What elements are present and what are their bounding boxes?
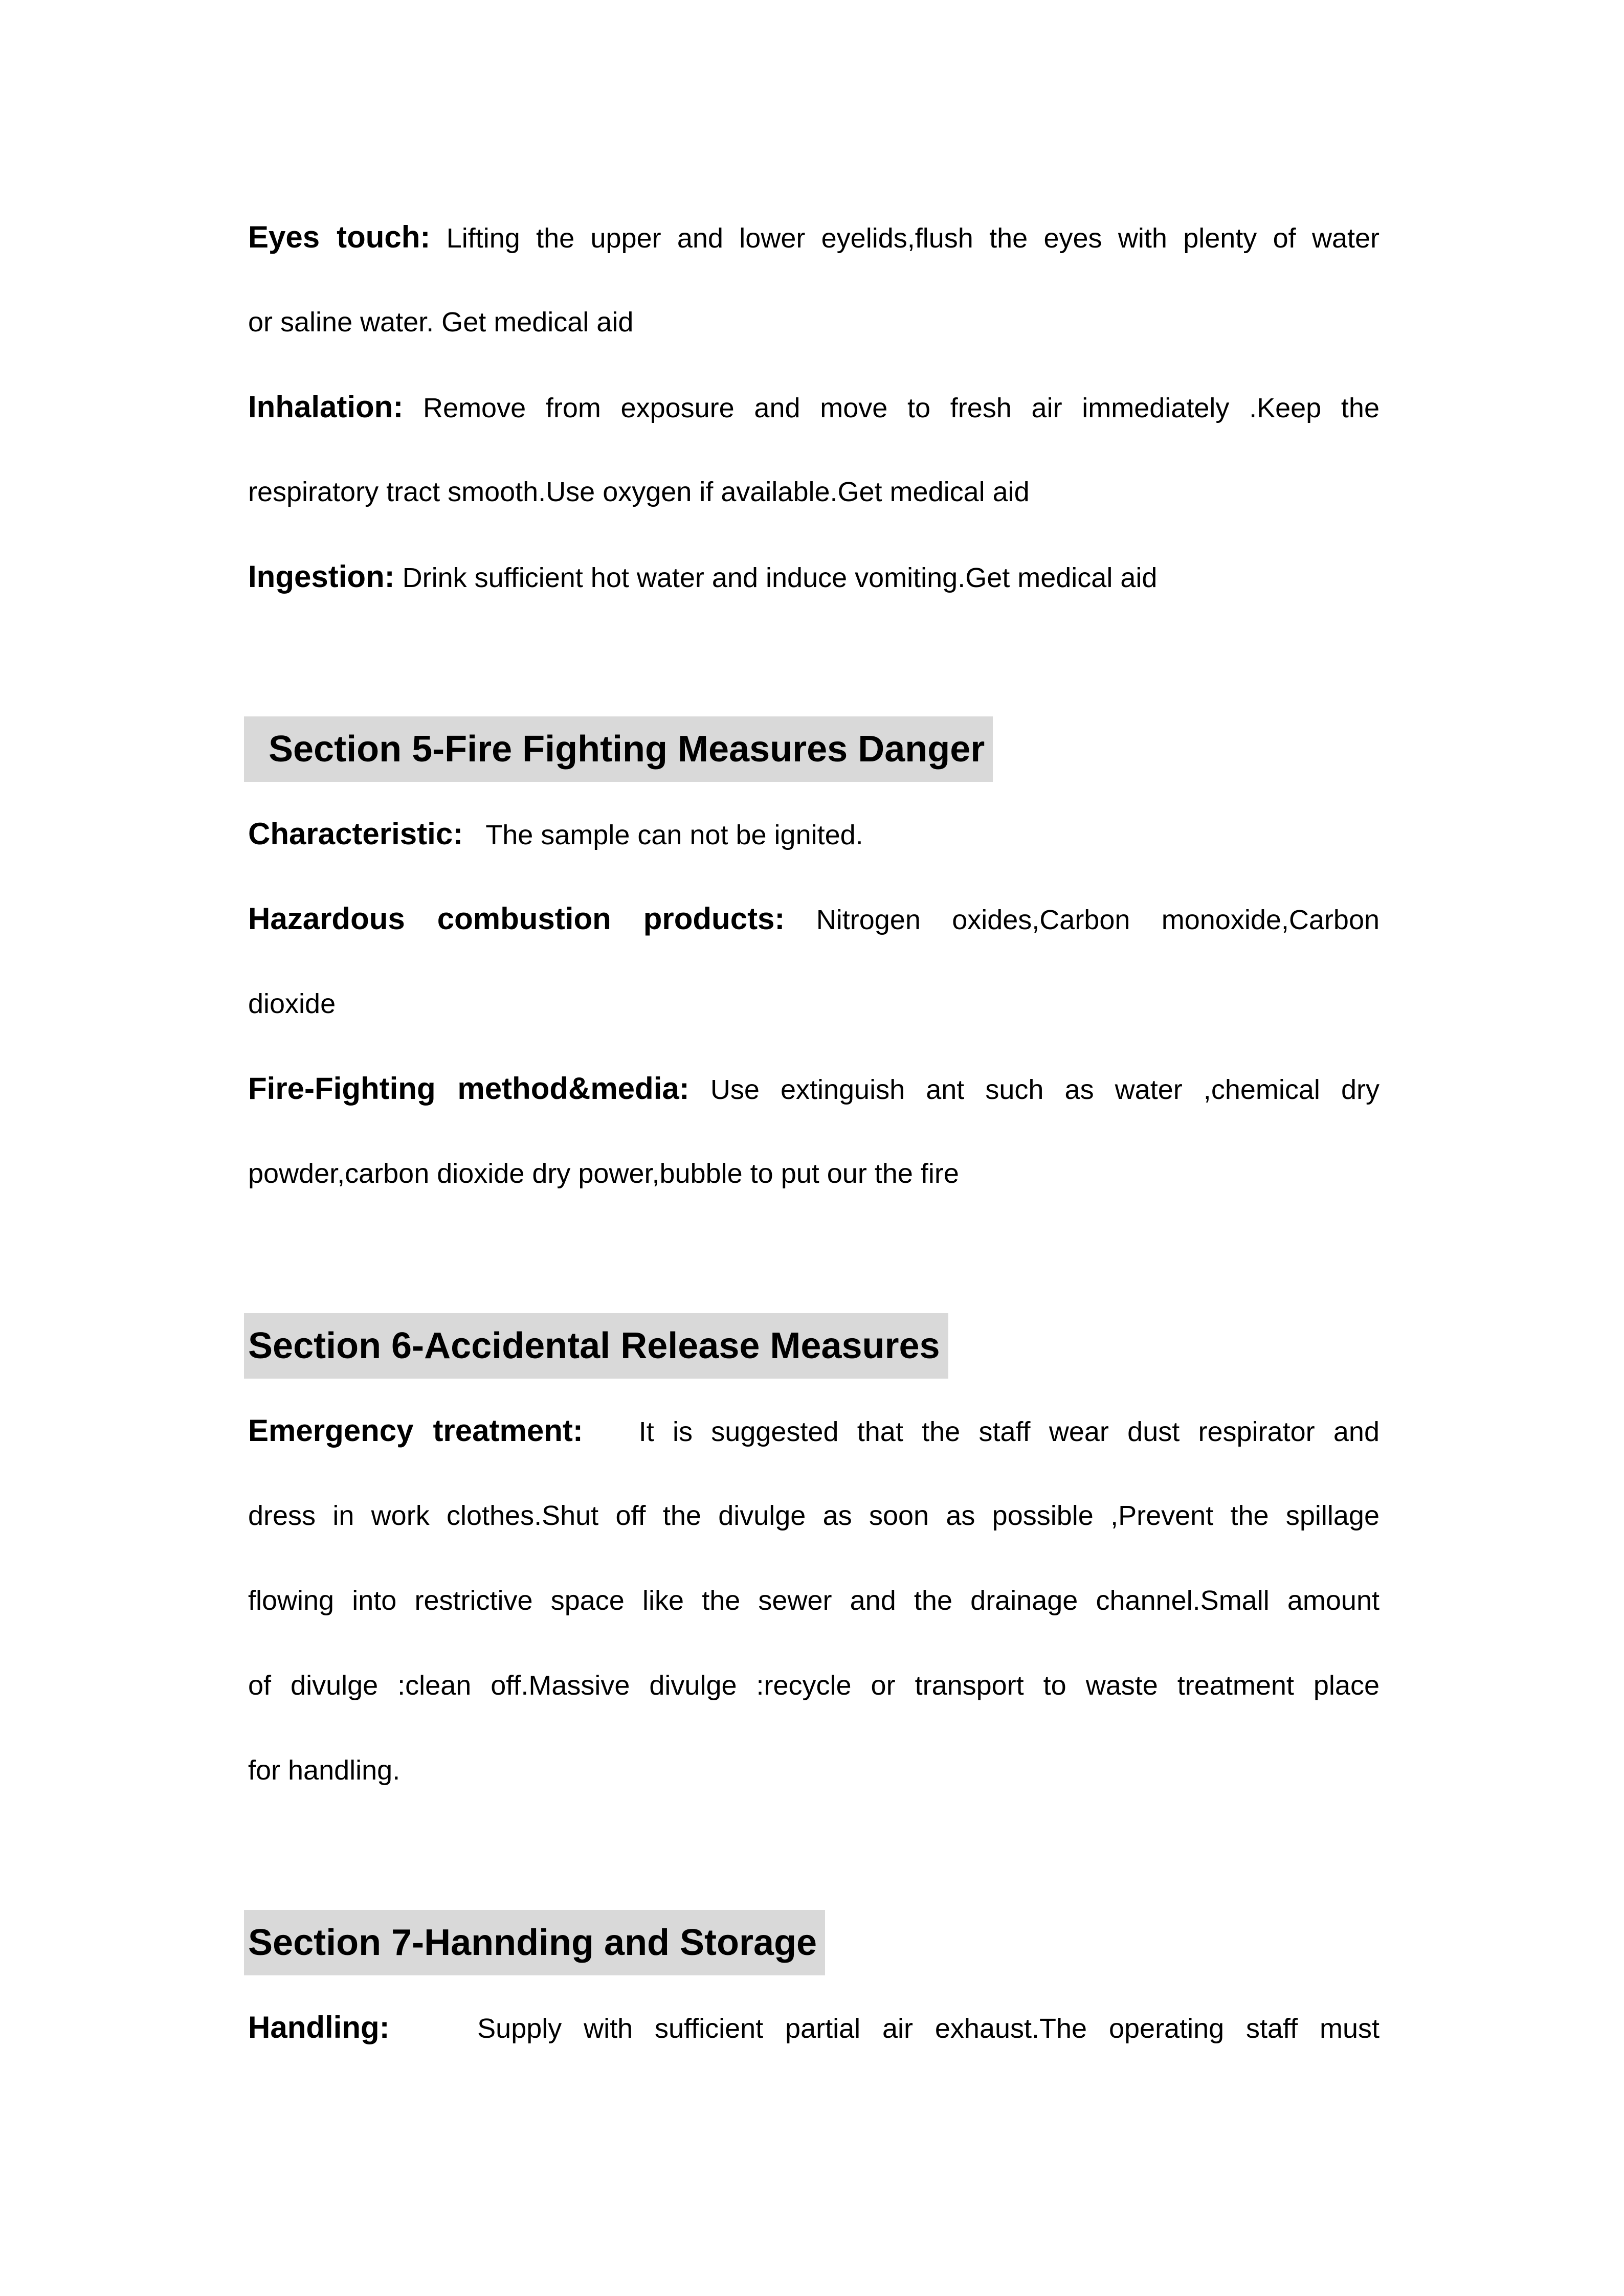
text-line	[248, 365, 1380, 449]
line-text: powder,carbon dioxide dry power,bubble to put our the fire	[248, 1158, 959, 1189]
lead-in-label: Characteristic:	[248, 817, 463, 851]
text-line	[248, 280, 1380, 365]
section-heading: Section 7-Hannding and Storage	[244, 1910, 825, 1975]
line-text: or saline water. Get medical aid	[248, 307, 634, 337]
text-line	[248, 1643, 1380, 1728]
paragraph	[248, 792, 1380, 876]
line-text: respiratory tract smooth.Use oxygen if available.Get medical aid	[248, 477, 1030, 507]
text-line	[248, 449, 1380, 534]
text-line	[248, 1131, 1380, 1216]
line-text: for handling.	[248, 1755, 401, 1786]
section-heading: Section 6-Accidental Release Measures	[244, 1313, 948, 1379]
section-heading-row	[248, 716, 1380, 782]
paragraph	[248, 1985, 1380, 2070]
lead-in-label: Emergency treatment:	[248, 1413, 583, 1448]
line-text: Remove from exposure and move to fresh air immediately .Keep the	[403, 393, 1380, 423]
section-heading-row	[248, 1313, 1380, 1379]
document-content	[248, 195, 1380, 2070]
line-text: flowing into restrictive space like the sewer and the drainage channel.Small amount	[248, 1585, 1380, 1616]
line-text: of divulge :clean off.Massive divulge :recycle or transport to waste treatment place	[248, 1670, 1380, 1701]
line-text: Lifting the upper and lower eyelids,flush the eyes with plenty of water	[430, 223, 1380, 254]
text-line	[248, 1985, 1380, 2070]
paragraph	[248, 1046, 1380, 1216]
paragraph	[248, 365, 1380, 534]
lead-in-label: Inhalation:	[248, 390, 404, 424]
text-line	[248, 792, 1380, 876]
lead-in-label: Fire-Fighting method&media:	[248, 1071, 689, 1106]
lead-in-label: Handling:	[248, 2010, 390, 2044]
text-line	[248, 1473, 1380, 1558]
text-line	[248, 876, 1380, 961]
text-line	[248, 1046, 1380, 1131]
line-text: Use extinguish ant such as water ,chemical dry	[689, 1074, 1380, 1105]
line-text: Supply with sufficient partial air exhaust.The operating staff must	[389, 2013, 1380, 2044]
line-text: Drink sufficient hot water and induce vomiting.Get medical aid	[394, 562, 1158, 593]
line-text: The sample can not be ignited.	[463, 820, 863, 850]
line-text: dress in work clothes.Shut off the divulge as soon as possible ,Prevent the spillage	[248, 1500, 1380, 1531]
paragraph	[248, 876, 1380, 1046]
text-line	[248, 1728, 1380, 1813]
paragraph	[248, 195, 1380, 365]
lead-in-label: Ingestion:	[248, 559, 395, 594]
section-heading-row	[248, 1910, 1380, 1975]
text-line	[248, 534, 1380, 619]
text-line	[248, 195, 1380, 280]
line-text: Nitrogen oxides,Carbon monoxide,Carbon	[785, 905, 1380, 935]
text-line	[248, 1388, 1380, 1473]
text-line	[248, 961, 1380, 1046]
line-text: dioxide	[248, 988, 336, 1019]
text-line	[248, 1558, 1380, 1643]
lead-in-label: Hazardous combustion products:	[248, 902, 785, 936]
section-heading: Section 5-Fire Fighting Measures Danger	[244, 716, 993, 782]
paragraph	[248, 534, 1380, 619]
lead-in-label: Eyes touch:	[248, 220, 431, 254]
paragraph	[248, 1388, 1380, 1813]
line-text: It is suggested that the staff wear dust respirator and	[583, 1416, 1380, 1447]
